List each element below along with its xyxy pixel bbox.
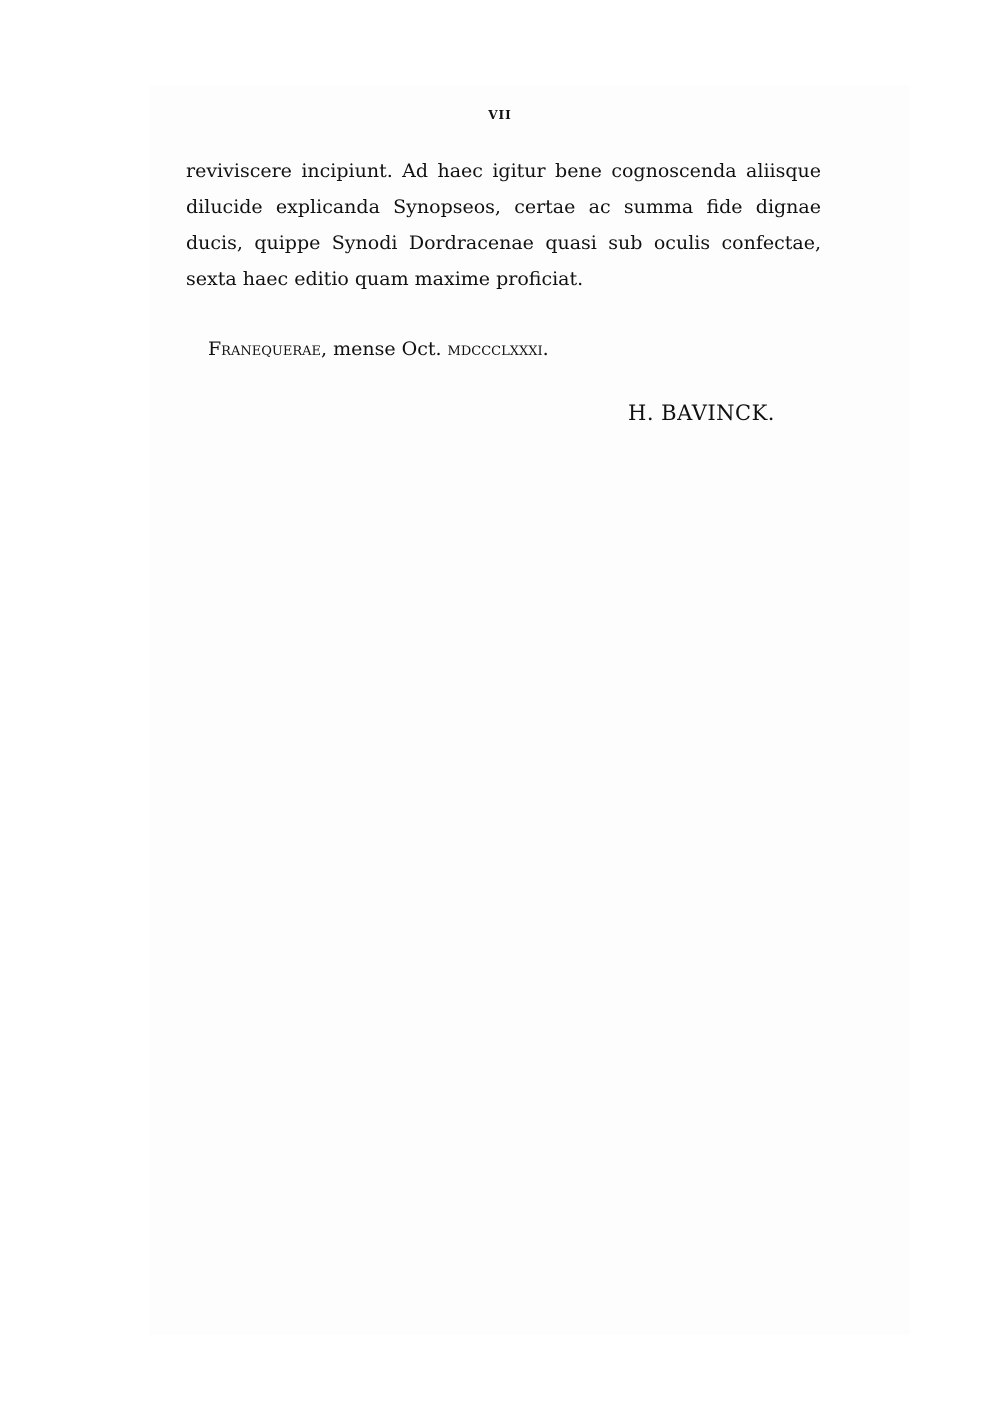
place-and-date — [208, 338, 549, 360]
year-roman: mdccclxxxi — [447, 338, 543, 360]
author-signature: H. BAVINCK. — [628, 401, 775, 425]
place-name: Franequerae — [208, 338, 321, 360]
paragraph-line-2: dilucide explicanda Synopseos, certae ac summa fide dignae — [186, 196, 821, 218]
paragraph-line-1: reviviscere incipiunt. Ad haec igitur bene cognoscenda aliisque — [186, 160, 821, 182]
paragraph-line-4: sexta haec editio quam maxime proficiat. — [186, 268, 584, 290]
body-paragraph — [186, 153, 821, 297]
dateline-period: . — [542, 338, 549, 360]
page-number: VII — [488, 108, 512, 122]
paragraph-line-3: ducis, quippe Synodi Dordracenae quasi sub oculis confectae, — [186, 232, 821, 254]
month-text: , mense Oct. — [321, 338, 448, 360]
